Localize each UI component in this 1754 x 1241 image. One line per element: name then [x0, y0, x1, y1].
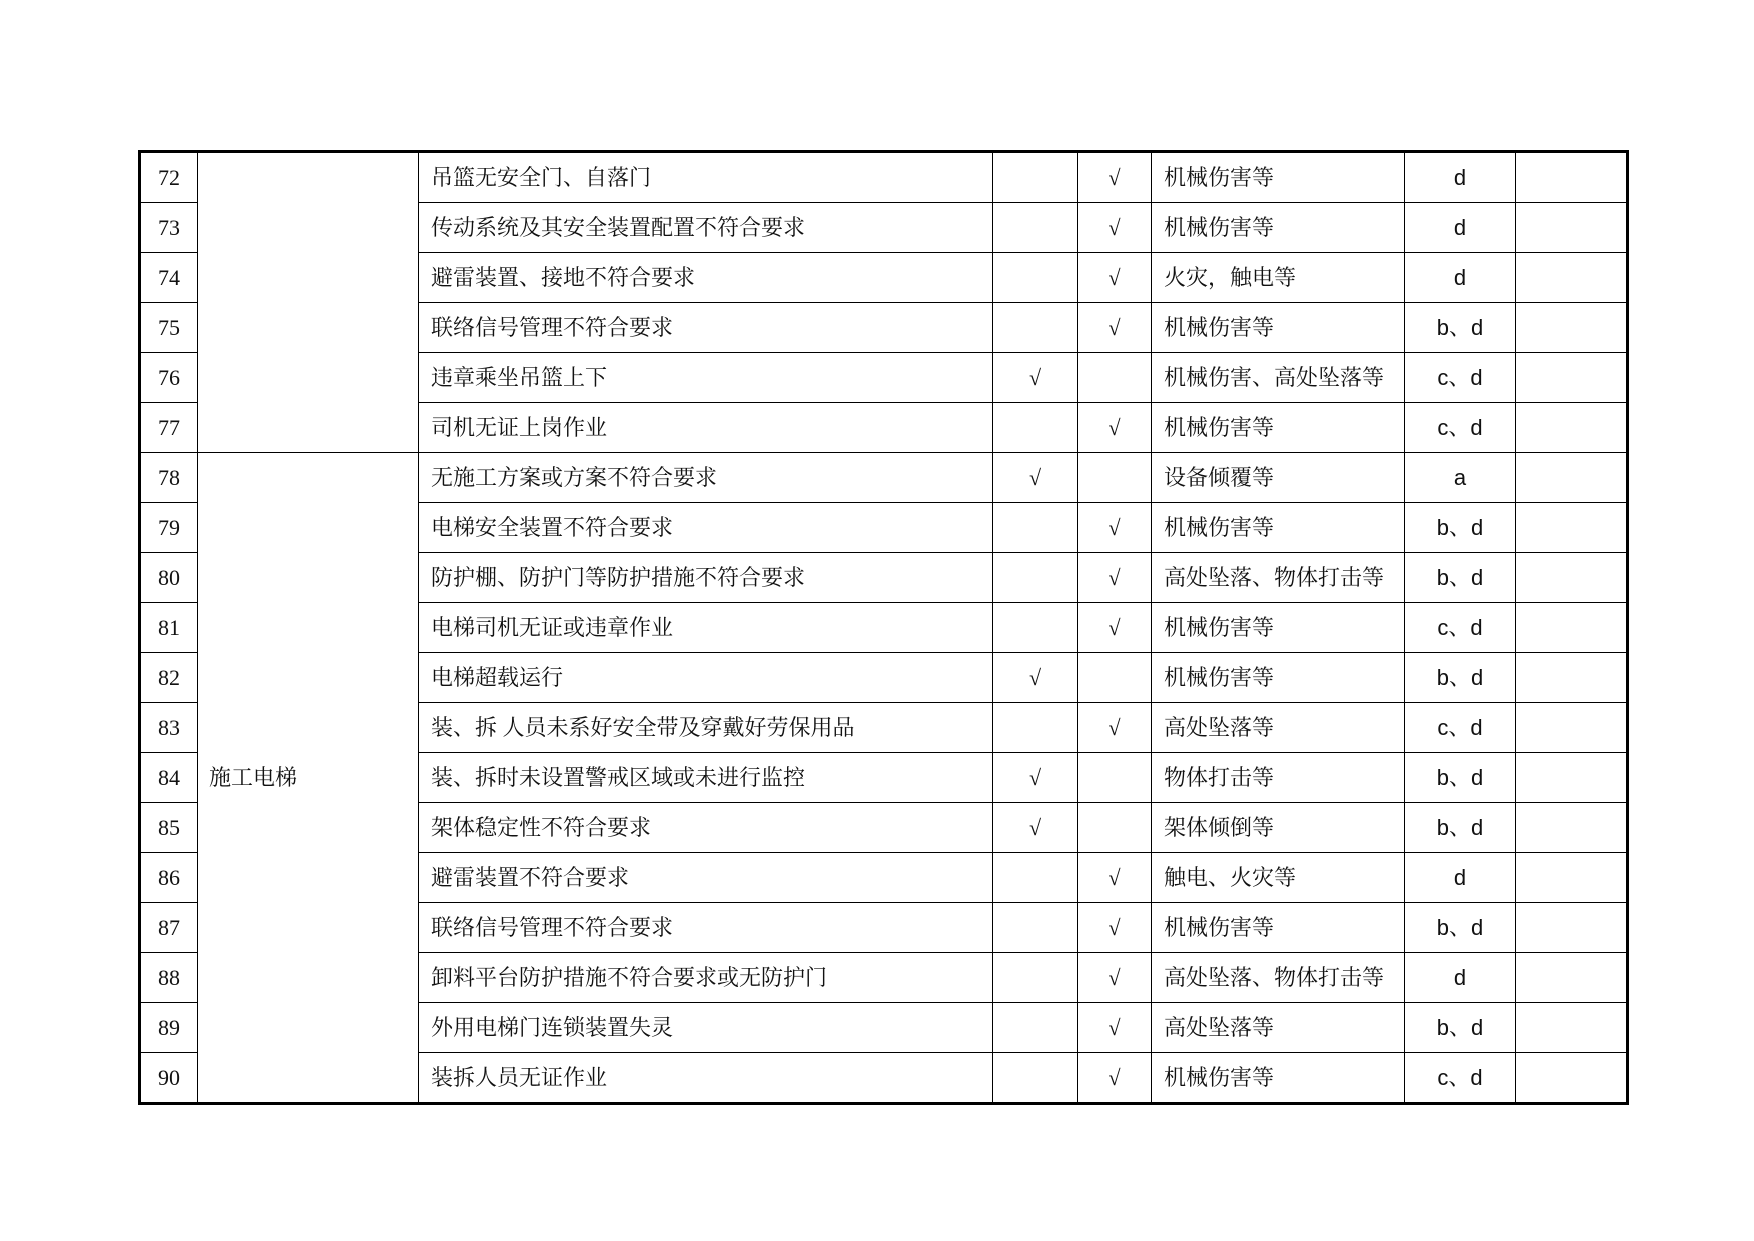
- control-measure-cell: d: [1405, 152, 1516, 203]
- possible-accident-cell: 机械伤害等: [1152, 653, 1405, 703]
- check-column-2-cell: √: [1078, 903, 1152, 953]
- equipment-group-cell: 施工电梯: [198, 453, 419, 1104]
- remark-cell: [1516, 603, 1628, 653]
- row-number-cell: 90: [140, 1053, 198, 1104]
- row-number-cell: 78: [140, 453, 198, 503]
- control-measure-cell: b、d: [1405, 903, 1516, 953]
- hazard-item-cell: 电梯司机无证或违章作业: [419, 603, 993, 653]
- hazard-item-cell: 违章乘坐吊篮上下: [419, 353, 993, 403]
- possible-accident-cell: 物体打击等: [1152, 753, 1405, 803]
- row-number-cell: 75: [140, 303, 198, 353]
- row-number-cell: 88: [140, 953, 198, 1003]
- remark-cell: [1516, 253, 1628, 303]
- check-column-1-cell: √: [993, 803, 1078, 853]
- possible-accident-cell: 机械伤害、高处坠落等: [1152, 353, 1405, 403]
- remark-cell: [1516, 503, 1628, 553]
- control-measure-cell: d: [1405, 203, 1516, 253]
- check-column-2-cell: √: [1078, 1003, 1152, 1053]
- hazard-item-cell: 外用电梯门连锁装置失灵: [419, 1003, 993, 1053]
- hazard-item-cell: 避雷装置不符合要求: [419, 853, 993, 903]
- possible-accident-cell: 机械伤害等: [1152, 203, 1405, 253]
- check-column-2-cell: [1078, 653, 1152, 703]
- possible-accident-cell: 机械伤害等: [1152, 903, 1405, 953]
- check-column-1-cell: [993, 203, 1078, 253]
- possible-accident-cell: 设备倾覆等: [1152, 453, 1405, 503]
- check-column-1-cell: [993, 253, 1078, 303]
- possible-accident-cell: 机械伤害等: [1152, 503, 1405, 553]
- remark-cell: [1516, 553, 1628, 603]
- check-column-1-cell: [993, 152, 1078, 203]
- remark-cell: [1516, 853, 1628, 903]
- remark-cell: [1516, 403, 1628, 453]
- check-column-2-cell: √: [1078, 403, 1152, 453]
- control-measure-cell: d: [1405, 253, 1516, 303]
- possible-accident-cell: 触电、火灾等: [1152, 853, 1405, 903]
- possible-accident-cell: 高处坠落、物体打击等: [1152, 953, 1405, 1003]
- control-measure-cell: c、d: [1405, 353, 1516, 403]
- check-column-2-cell: √: [1078, 1053, 1152, 1104]
- control-measure-cell: b、d: [1405, 1003, 1516, 1053]
- check-column-1-cell: [993, 403, 1078, 453]
- row-number-cell: 77: [140, 403, 198, 453]
- row-number-cell: 80: [140, 553, 198, 603]
- possible-accident-cell: 机械伤害等: [1152, 152, 1405, 203]
- check-column-1-cell: [993, 303, 1078, 353]
- hazard-identification-table: [138, 150, 1629, 1105]
- check-column-1-cell: [993, 553, 1078, 603]
- check-column-1-cell: [993, 1003, 1078, 1053]
- remark-cell: [1516, 353, 1628, 403]
- control-measure-cell: b、d: [1405, 653, 1516, 703]
- row-number-cell: 82: [140, 653, 198, 703]
- row-number-cell: 72: [140, 152, 198, 203]
- row-number-cell: 76: [140, 353, 198, 403]
- table-row: [140, 152, 1628, 203]
- control-measure-cell: b、d: [1405, 553, 1516, 603]
- hazard-item-cell: 司机无证上岗作业: [419, 403, 993, 453]
- check-column-2-cell: √: [1078, 503, 1152, 553]
- row-number-cell: 73: [140, 203, 198, 253]
- hazard-item-cell: 防护棚、防护门等防护措施不符合要求: [419, 553, 993, 603]
- check-column-1-cell: [993, 603, 1078, 653]
- control-measure-cell: c、d: [1405, 703, 1516, 753]
- remark-cell: [1516, 1003, 1628, 1053]
- control-measure-cell: a: [1405, 453, 1516, 503]
- check-column-1-cell: [993, 503, 1078, 553]
- control-measure-cell: c、d: [1405, 1053, 1516, 1104]
- check-column-1-cell: [993, 703, 1078, 753]
- control-measure-cell: d: [1405, 853, 1516, 903]
- check-column-2-cell: √: [1078, 303, 1152, 353]
- table-row: [140, 453, 1628, 503]
- remark-cell: [1516, 953, 1628, 1003]
- hazard-item-cell: 无施工方案或方案不符合要求: [419, 453, 993, 503]
- hazard-item-cell: 卸料平台防护措施不符合要求或无防护门: [419, 953, 993, 1003]
- check-column-2-cell: √: [1078, 703, 1152, 753]
- check-column-2-cell: [1078, 453, 1152, 503]
- remark-cell: [1516, 653, 1628, 703]
- check-column-1-cell: [993, 853, 1078, 903]
- hazard-item-cell: 吊篮无安全门、自落门: [419, 152, 993, 203]
- remark-cell: [1516, 152, 1628, 203]
- check-column-2-cell: √: [1078, 603, 1152, 653]
- check-column-1-cell: √: [993, 453, 1078, 503]
- check-column-2-cell: √: [1078, 553, 1152, 603]
- check-column-2-cell: [1078, 753, 1152, 803]
- check-column-1-cell: [993, 903, 1078, 953]
- check-column-1-cell: [993, 953, 1078, 1003]
- hazard-item-cell: 联络信号管理不符合要求: [419, 903, 993, 953]
- row-number-cell: 86: [140, 853, 198, 903]
- control-measure-cell: c、d: [1405, 403, 1516, 453]
- possible-accident-cell: 火灾，触电等: [1152, 253, 1405, 303]
- check-column-2-cell: √: [1078, 253, 1152, 303]
- check-column-2-cell: √: [1078, 152, 1152, 203]
- row-number-cell: 84: [140, 753, 198, 803]
- possible-accident-cell: 机械伤害等: [1152, 603, 1405, 653]
- equipment-group-cell: [198, 152, 419, 453]
- check-column-1-cell: √: [993, 753, 1078, 803]
- check-column-1-cell: √: [993, 653, 1078, 703]
- row-number-cell: 81: [140, 603, 198, 653]
- remark-cell: [1516, 453, 1628, 503]
- remark-cell: [1516, 803, 1628, 853]
- remark-cell: [1516, 1053, 1628, 1104]
- row-number-cell: 87: [140, 903, 198, 953]
- control-measure-cell: b、d: [1405, 803, 1516, 853]
- table-body: [140, 152, 1628, 1104]
- hazard-item-cell: 电梯超载运行: [419, 653, 993, 703]
- row-number-cell: 85: [140, 803, 198, 853]
- row-number-cell: 83: [140, 703, 198, 753]
- hazard-item-cell: 装、拆 人员未系好安全带及穿戴好劳保用品: [419, 703, 993, 753]
- control-measure-cell: b、d: [1405, 303, 1516, 353]
- possible-accident-cell: 机械伤害等: [1152, 1053, 1405, 1104]
- remark-cell: [1516, 703, 1628, 753]
- remark-cell: [1516, 753, 1628, 803]
- possible-accident-cell: 高处坠落等: [1152, 703, 1405, 753]
- control-measure-cell: d: [1405, 953, 1516, 1003]
- possible-accident-cell: 机械伤害等: [1152, 403, 1405, 453]
- possible-accident-cell: 高处坠落、物体打击等: [1152, 553, 1405, 603]
- check-column-1-cell: [993, 1053, 1078, 1104]
- row-number-cell: 79: [140, 503, 198, 553]
- possible-accident-cell: 高处坠落等: [1152, 1003, 1405, 1053]
- hazard-item-cell: 电梯安全装置不符合要求: [419, 503, 993, 553]
- check-column-2-cell: [1078, 803, 1152, 853]
- hazard-item-cell: 避雷装置、接地不符合要求: [419, 253, 993, 303]
- hazard-item-cell: 架体稳定性不符合要求: [419, 803, 993, 853]
- check-column-1-cell: √: [993, 353, 1078, 403]
- remark-cell: [1516, 203, 1628, 253]
- check-column-2-cell: √: [1078, 853, 1152, 903]
- hazard-item-cell: 装拆人员无证作业: [419, 1053, 993, 1104]
- remark-cell: [1516, 303, 1628, 353]
- row-number-cell: 89: [140, 1003, 198, 1053]
- hazard-item-cell: 传动系统及其安全装置配置不符合要求: [419, 203, 993, 253]
- hazard-item-cell: 装、拆时未设置警戒区域或未进行监控: [419, 753, 993, 803]
- check-column-2-cell: √: [1078, 953, 1152, 1003]
- control-measure-cell: b、d: [1405, 503, 1516, 553]
- remark-cell: [1516, 903, 1628, 953]
- possible-accident-cell: 架体倾倒等: [1152, 803, 1405, 853]
- row-number-cell: 74: [140, 253, 198, 303]
- control-measure-cell: b、d: [1405, 753, 1516, 803]
- check-column-2-cell: √: [1078, 203, 1152, 253]
- check-column-2-cell: [1078, 353, 1152, 403]
- control-measure-cell: c、d: [1405, 603, 1516, 653]
- hazard-item-cell: 联络信号管理不符合要求: [419, 303, 993, 353]
- possible-accident-cell: 机械伤害等: [1152, 303, 1405, 353]
